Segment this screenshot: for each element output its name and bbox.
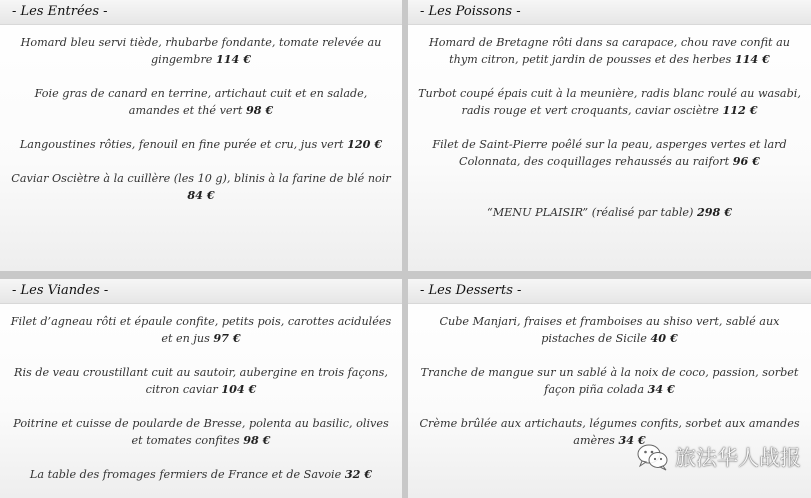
menu-item-price: 112 € xyxy=(722,103,758,117)
menu-item-price: 98 € xyxy=(245,103,274,117)
section-title-viandes: - Les Viandes - xyxy=(0,279,402,304)
menu-item-price: 34 € xyxy=(647,382,675,396)
menu-item-price: 32 € xyxy=(344,467,373,481)
section-viandes xyxy=(0,279,402,498)
wechat-icon xyxy=(637,443,669,471)
watermark-text: 旅法华人战报 xyxy=(675,446,801,470)
menu-item: Filet de Saint-Pierre poêlé sur la peau, asperges vertes et lard Colonnata, des coquillages rehaussés au raifort 96 € xyxy=(432,138,787,168)
menu-item-price: 104 € xyxy=(221,382,257,396)
menu-item-price: 34 € xyxy=(618,433,646,447)
menu-item: Turbot coupé épais cuit à la meunière, radis blanc roulé au wasabi, radis rouge et vert croquants, caviar osciètre 112 € xyxy=(418,87,801,117)
menu-item-price: 97 € xyxy=(213,331,241,345)
section-title-poissons: - Les Poissons - xyxy=(408,0,811,25)
menu-item: Crème brûlée aux artichauts, légumes confits, sorbet aux amandes amères 34 € xyxy=(419,417,800,447)
menu-item: Homard bleu servi tiède, rhubarbe fondante, tomate relevée au gingembre 114 € xyxy=(20,36,382,66)
menu-item: Foie gras de canard en terrine, artichaut cuit et en salade, amandes et thé vert 98 € xyxy=(34,87,368,117)
menu-item: Langoustines rôties, fenouil en fine purée et cru, jus vert 120 € xyxy=(19,137,383,151)
menu-item-price: 96 € xyxy=(732,154,760,168)
menu-item: Ris de veau croustillant cuit au sautoir, aubergine en trois façons, citron caviar 104 € xyxy=(14,366,388,396)
menu-item: Cube Manjari, fraises et framboises au shiso vert, sablé aux pistaches de Sicile 40 € xyxy=(439,315,780,345)
section-poissons xyxy=(408,0,811,271)
section-title-entrees: - Les Entrées - xyxy=(0,0,402,25)
menu-item: Poitrine et cuisse de poularde de Bresse, polenta au basilic, olives et tomates confites 98 € xyxy=(13,417,389,447)
menu-item: Tranche de mangue sur un sablé à la noix de coco, passion, sorbet façon piña colada 34 € xyxy=(420,366,799,396)
menu-item-price: 40 € xyxy=(650,331,678,345)
section-desserts xyxy=(408,279,811,498)
menu-item-price: 114 € xyxy=(215,52,252,66)
menu-item-price: 98 € xyxy=(243,433,271,447)
menu-item: Homard de Bretagne rôti dans sa carapace, chou rave confit au thym citron, petit jardin de pousses et des herbes 114 € xyxy=(429,36,790,66)
menu-item-price: 120 € xyxy=(347,137,383,151)
menu-item: “MENU PLAISIR” (réalisé par table) 298 € xyxy=(486,205,733,219)
menu-item: Caviar Osciètre à la cuillère (les 10 g), blinis à la farine de blé noir 84 € xyxy=(11,172,391,202)
section-title-desserts: - Les Desserts - xyxy=(408,279,811,304)
menu-item-price: 298 € xyxy=(696,205,733,219)
watermark xyxy=(637,442,801,472)
menu-item: La table des fromages fermiers de France et de Savoie 32 € xyxy=(29,467,373,481)
menu-item-price: 114 € xyxy=(734,52,770,66)
menu-item: Filet d’agneau rôti et épaule confite, petits pois, carottes acidulées et en jus 97 € xyxy=(10,315,392,345)
menu-item-price: 84 € xyxy=(187,188,215,202)
section-entrees xyxy=(0,0,402,271)
